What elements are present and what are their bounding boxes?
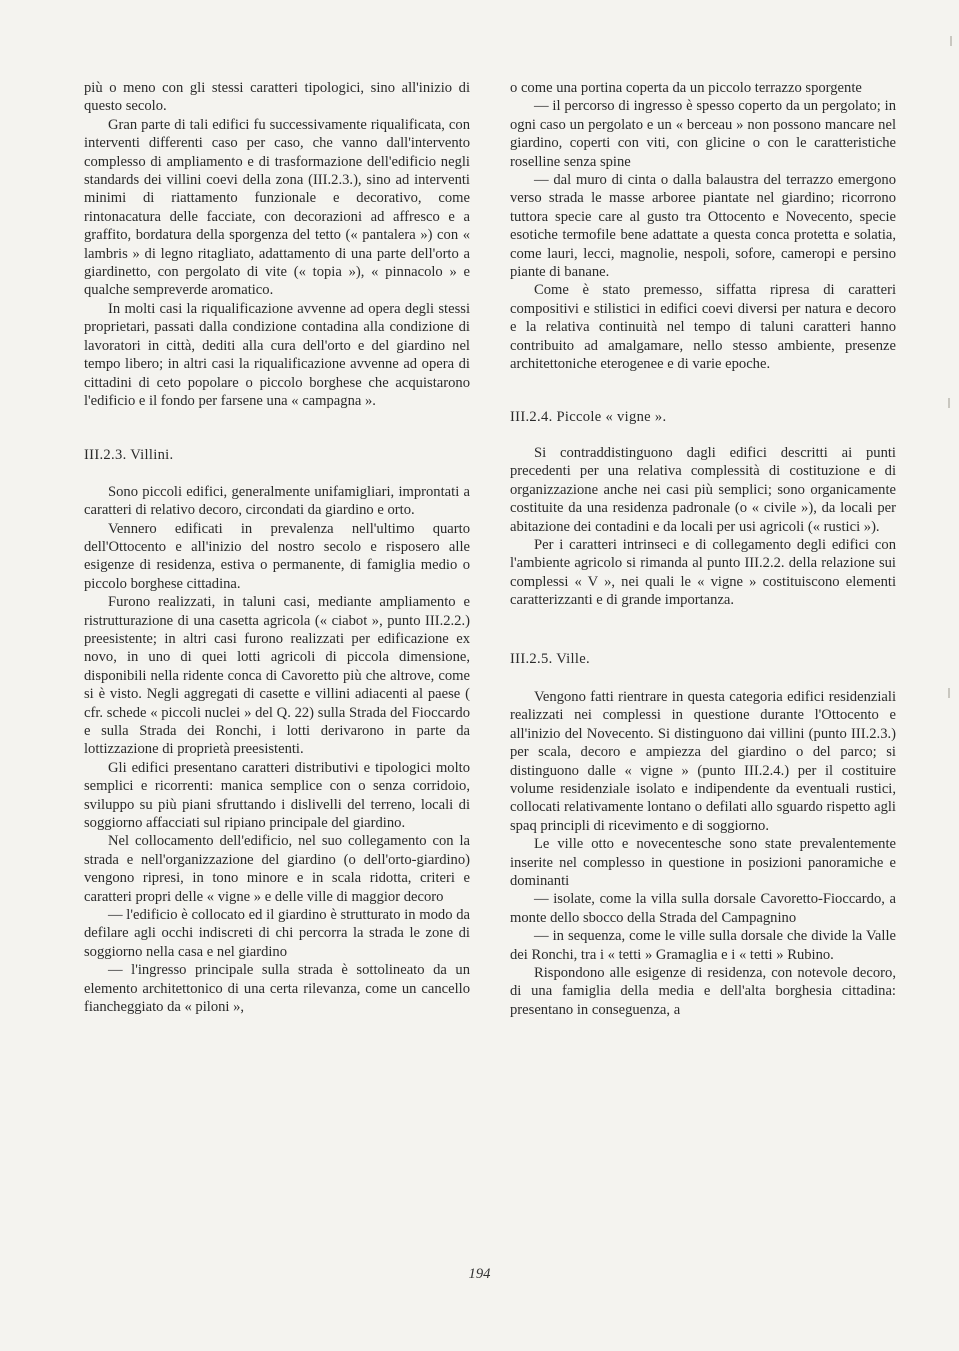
page-number: 194 bbox=[468, 1266, 491, 1282]
scan-edge-mark bbox=[950, 36, 952, 46]
list-paragraph: — in sequenza, come le ville sulla dorsale che divide la Valle dei Ronchi, tra i « tetti » Gramaglia e i « tetti » Rubino. bbox=[510, 928, 896, 963]
section-heading-villini: III.2.3. Villini. bbox=[84, 447, 174, 464]
list-paragraph: — l'ingresso principale sulla strada è sottolineato da un elemento architettonico di una certa rilevanza, come un cancello fiancheggiato da « piloni », bbox=[84, 962, 470, 1016]
scan-edge-mark bbox=[948, 398, 950, 408]
scan-edge-mark bbox=[948, 688, 950, 698]
left-column bbox=[84, 79, 470, 1017]
section-heading-piccole-vigne: III.2.4. Piccole « vigne ». bbox=[510, 408, 667, 425]
paragraph: più o meno con gli stessi caratteri tipologici, sino all'inizio di questo secolo. bbox=[84, 80, 470, 115]
paragraph: Nel collocamento dell'edificio, nel suo collegamento con la strada e nell'organizzazione del giardino (o dell'orto-giardino) vengono ripresi, in tono minore e in scala ridotta, criteri e caratteri propri delle « vigne » e delle ville di maggior decoro bbox=[84, 833, 470, 905]
list-paragraph: — il percorso di ingresso è spesso coperto da un pergolato; in ogni caso un pergolato e un « berceau » non possono mancare nel giardino, coperti con viti, con glicine o con le caratteristiche roselline senza spine bbox=[510, 98, 896, 170]
paragraph: In molti casi la riqualificazione avvenne ad opera degli stessi proprietari, passati dalla condizione contadina alla condizione di lavoratori in città, dediti alla cura dell'orto e del giardino nel tempo libero; in altri casi la riqualificazione avvenne ad opera di cittadini di ceto popolare o piccolo borghese che acquistarono l'edificio e il fondo per farsene una « campagna ». bbox=[84, 300, 470, 409]
paragraph: o come una portina coperta da un piccolo terrazzo sporgente bbox=[510, 80, 862, 96]
paragraph: Per i caratteri intrinseci e di collegamento degli edifici con l'ambiente agricolo si rimanda al punto III.2.2. della relazione sui complessi « V », nei quali le « vigne » costituiscono elementi caratterizzanti e di grande importanza. bbox=[510, 536, 896, 609]
list-paragraph: — dal muro di cinta o dalla balaustra del terrazzo emergono verso strada le masse arboree piantate nel giardino; ricorrono tuttora specie care al gusto tra Ottocento e Novecento, specie esotiche termofile bene adattate a questa conca protetta e solatia, come lauri, lecci, magnolie, nespoli, sofore, cameropi e persino piante di banane. bbox=[510, 172, 896, 281]
paragraph: Gran parte di tali edifici fu successivamente riqualificata, con interventi differenti caso per caso, che vanno dall'intervento complesso di ampliamento e di trasformazione dell'edificio negli standards dei villini coevi della zona (III.2.3.), sino ad interventi minimi di riattamento funzionale e decorativo, come rintonacatura delle facciate, con decorazioni ad affresco e a graffito, bordatura della sporgenza del tetto (« pantalera ») con « lambris » di legno ritagliato, adattamento di una parte dell'orto a giardinetto, con pergolato di vite (« topia »), « pinnacolo » e qualche sempreverde aromatico. bbox=[84, 116, 470, 299]
right-column bbox=[510, 79, 896, 1019]
section-heading-ville: III.2.5. Ville. bbox=[510, 650, 590, 667]
paragraph: Si contraddistinguono dagli edifici descritti ai punti precedenti per una relativa complessità di costituzione e di organizzazione anche nei casi più semplici; sono organicamente costituite da una residenza padronale (o « civile »), da locali per abitazione dei contadini e da locali per usi agricoli (« rustici »). bbox=[510, 444, 896, 535]
paragraph: Furono realizzati, in taluni casi, mediante ampliamento e ristrutturazione di una casetta agricola (« ciabot », punto III.2.2.) preesistente; in altri casi furono realizzati per edificazione ex novo, in uno di quei lotti agricoli di piccola dimensione, disponibili nella ridente conca di Cavoretto più che altrove, come si è visto. Negli aggregati di casette e villini adiacenti al paese ( cfr. schede « piccoli nuclei » del Q. 22) sulla Strada del Fioccardo e sulla Strada dei Ronchi, i lotti derivarono in parte da lottizzazione di proprietà preesistenti. bbox=[84, 594, 470, 758]
paragraph: Gli edifici presentano caratteri distributivi e tipologici molto semplici e ricorrenti: manica semplice con o senza corridoio, sviluppo su più piani sfruttando i dislivelli del terreno, locali di soggiorno affacciati sul ripiano principale del giardino. bbox=[84, 759, 470, 832]
paragraph: Le ville otto e novecentesche sono state prevalentemente inserite nel complesso in questione in posizioni panoramiche e dominanti bbox=[510, 836, 896, 890]
paragraph: Rispondono alle esigenze di residenza, con notevole decoro, di una famiglia della media e dell'alta borghesia cittadina: presentano in conseguenza, a bbox=[510, 965, 896, 1018]
list-paragraph: — l'edificio è collocato ed il giardino è strutturato in modo da defilare agli occhi indiscreti di chi percorra la strada le zone di soggiorno nella casa e nel giardino bbox=[84, 907, 470, 960]
paragraph: Vengono fatti rientrare in questa categoria edifici residenziali realizzati nei complessi in questione durante l'Ottocento e all'inizio del Novecento. Si distinguono dai villini (punto III.2.3.) per scala, decoro e ampiezza del giardino o del parco; si distinguono dalle « vigne » (punto III.2.4.) per il costituire volume residenziale isolato e indipendente da eventuali rustici, collocati relativamente lontano o defilati allo sguardo rispetto agli spaq principli di ricevimento e di soggiorno. bbox=[510, 688, 896, 834]
list-paragraph: — isolate, come la villa sulla dorsale Cavoretto-Fioccardo, a monte dello sbocco della Strada del Campagnino bbox=[510, 891, 896, 926]
paragraph: Vennero edificati in prevalenza nell'ultimo quarto dell'Ottocento e all'inizio del nostro secolo e risposero alle esigenze di residenza, estiva o permanente, di famiglia medio o piccolo borghese cittadina. bbox=[84, 520, 470, 592]
paragraph: Sono piccoli edifici, generalmente unifamigliari, improntati a caratteri di relativo decoro, circondati da giardino e orto. bbox=[84, 483, 470, 519]
paragraph: Come è stato premesso, siffatta ripresa di caratteri compositivi e stilistici in edifici coevi diversi per natura e decoro e la relativa continuità nel tempo di taluni caratteri hanno contribuito ad amalgamare, nello stesso ambiente, presenze architettoniche eterogenee e di varie epoche. bbox=[510, 282, 896, 373]
